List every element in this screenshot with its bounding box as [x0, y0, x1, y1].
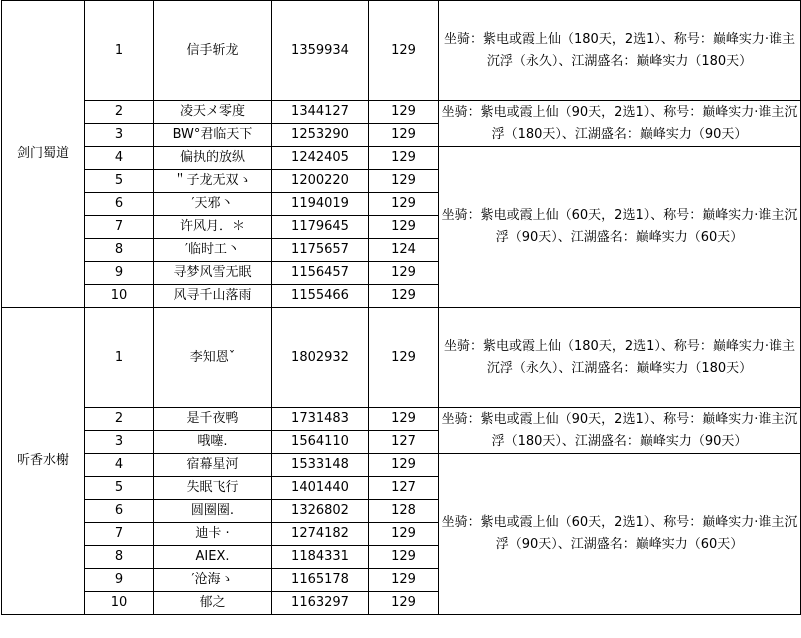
- score-cell: 1179645: [272, 216, 369, 239]
- region-cell: 剑门蜀道: [2, 1, 85, 308]
- rank-cell: 7: [85, 216, 154, 239]
- player-name-cell: 宿幕星河: [154, 454, 272, 477]
- rank-cell: 6: [85, 193, 154, 216]
- score-cell: 1326802: [272, 500, 369, 523]
- level-cell: 127: [369, 431, 439, 454]
- rank-cell: 8: [85, 546, 154, 569]
- level-cell: 129: [369, 569, 439, 592]
- level-cell: 129: [369, 592, 439, 615]
- region-cell: 听香水榭: [2, 308, 85, 615]
- rank-cell: 2: [85, 408, 154, 431]
- score-cell: 1401440: [272, 477, 369, 500]
- score-cell: 1155466: [272, 285, 369, 308]
- score-cell: 1731483: [272, 408, 369, 431]
- level-cell: 129: [369, 308, 439, 408]
- rank-cell: 10: [85, 592, 154, 615]
- score-cell: 1242405: [272, 147, 369, 170]
- player-name-cell: 郁之: [154, 592, 272, 615]
- rank-cell: 6: [85, 500, 154, 523]
- player-name-cell: 许风月．＊: [154, 216, 272, 239]
- score-cell: 1802932: [272, 308, 369, 408]
- score-cell: 1165178: [272, 569, 369, 592]
- player-name-cell: 风寻千山落雨: [154, 285, 272, 308]
- player-name-cell: 信手斩龙: [154, 1, 272, 101]
- player-name-cell: 失眠飞行: [154, 477, 272, 500]
- level-cell: 127: [369, 477, 439, 500]
- level-cell: 129: [369, 454, 439, 477]
- reward-cell: 坐骑：紫电或霞上仙（60天，2选1）、称号：巅峰实力·谁主沉浮（90天）、江湖盛名：巅峰实力（60天）: [439, 147, 801, 308]
- score-cell: 1200220: [272, 170, 369, 193]
- rank-cell: 8: [85, 239, 154, 262]
- rank-cell: 3: [85, 431, 154, 454]
- player-name-cell: 迪卡 ·: [154, 523, 272, 546]
- score-cell: 1344127: [272, 101, 369, 124]
- table-row: [2, 454, 801, 477]
- score-cell: 1533148: [272, 454, 369, 477]
- level-cell: 124: [369, 239, 439, 262]
- score-cell: 1564110: [272, 431, 369, 454]
- level-cell: 129: [369, 101, 439, 124]
- reward-cell: 坐骑：紫电或霞上仙（90天，2选1）、称号：巅峰实力·谁主沉浮（180天）、江湖盛名：巅峰实力（90天）: [439, 408, 801, 454]
- player-name-cell: 是千夜鸭: [154, 408, 272, 431]
- player-name-cell: 圆圈圈.: [154, 500, 272, 523]
- score-cell: 1194019: [272, 193, 369, 216]
- level-cell: 129: [369, 170, 439, 193]
- player-name-cell: 凌天メ零度: [154, 101, 272, 124]
- score-cell: 1156457: [272, 262, 369, 285]
- score-cell: 1359934: [272, 1, 369, 101]
- ranking-table: [1, 0, 801, 615]
- reward-cell: 坐骑：紫电或霞上仙（60天，2选1）、称号：巅峰实力·谁主沉浮（90天）、江湖盛名：巅峰实力（60天）: [439, 454, 801, 615]
- rank-cell: 1: [85, 1, 154, 101]
- table-row: [2, 308, 801, 408]
- player-name-cell: ′临时工丶: [154, 239, 272, 262]
- rank-cell: 9: [85, 262, 154, 285]
- reward-cell: 坐骑：紫电或霞上仙（180天，2选1）、称号：巅峰实力·谁主沉浮（永久）、江湖盛名：巅峰实力（180天）: [439, 1, 801, 101]
- rank-cell: 1: [85, 308, 154, 408]
- player-name-cell: ′沧海ゝ: [154, 569, 272, 592]
- score-cell: 1184331: [272, 546, 369, 569]
- level-cell: 129: [369, 408, 439, 431]
- player-name-cell: 偏执的放纵: [154, 147, 272, 170]
- player-name-cell: ＂子龙无双ゝ: [154, 170, 272, 193]
- score-cell: 1163297: [272, 592, 369, 615]
- level-cell: 128: [369, 500, 439, 523]
- rank-cell: 4: [85, 147, 154, 170]
- player-name-cell: 寻梦风雪无眠: [154, 262, 272, 285]
- level-cell: 129: [369, 216, 439, 239]
- player-name-cell: AIEX.: [154, 546, 272, 569]
- rank-cell: 7: [85, 523, 154, 546]
- level-cell: 129: [369, 124, 439, 147]
- player-name-cell: BW°君临天下: [154, 124, 272, 147]
- rank-cell: 9: [85, 569, 154, 592]
- table-row: [2, 101, 801, 124]
- level-cell: 129: [369, 147, 439, 170]
- rank-cell: 2: [85, 101, 154, 124]
- score-cell: 1253290: [272, 124, 369, 147]
- score-cell: 1274182: [272, 523, 369, 546]
- rank-cell: 5: [85, 170, 154, 193]
- level-cell: 129: [369, 285, 439, 308]
- reward-cell: 坐骑：紫电或霞上仙（180天，2选1）、称号：巅峰实力·谁主沉浮（永久）、江湖盛名：巅峰实力（180天）: [439, 308, 801, 408]
- rank-cell: 4: [85, 454, 154, 477]
- level-cell: 129: [369, 546, 439, 569]
- player-name-cell: 李知恩ˇ: [154, 308, 272, 408]
- level-cell: 129: [369, 523, 439, 546]
- table-row: [2, 1, 801, 101]
- score-cell: 1175657: [272, 239, 369, 262]
- reward-cell: 坐骑：紫电或霞上仙（90天，2选1）、称号：巅峰实力·谁主沉浮（180天）、江湖盛名：巅峰实力（90天）: [439, 101, 801, 147]
- player-name-cell: ′天邪丶: [154, 193, 272, 216]
- rank-cell: 5: [85, 477, 154, 500]
- level-cell: 129: [369, 262, 439, 285]
- rank-cell: 10: [85, 285, 154, 308]
- table-row: [2, 408, 801, 431]
- level-cell: 129: [369, 193, 439, 216]
- player-name-cell: 哦噻.: [154, 431, 272, 454]
- level-cell: 129: [369, 1, 439, 101]
- rank-cell: 3: [85, 124, 154, 147]
- table-row: [2, 147, 801, 170]
